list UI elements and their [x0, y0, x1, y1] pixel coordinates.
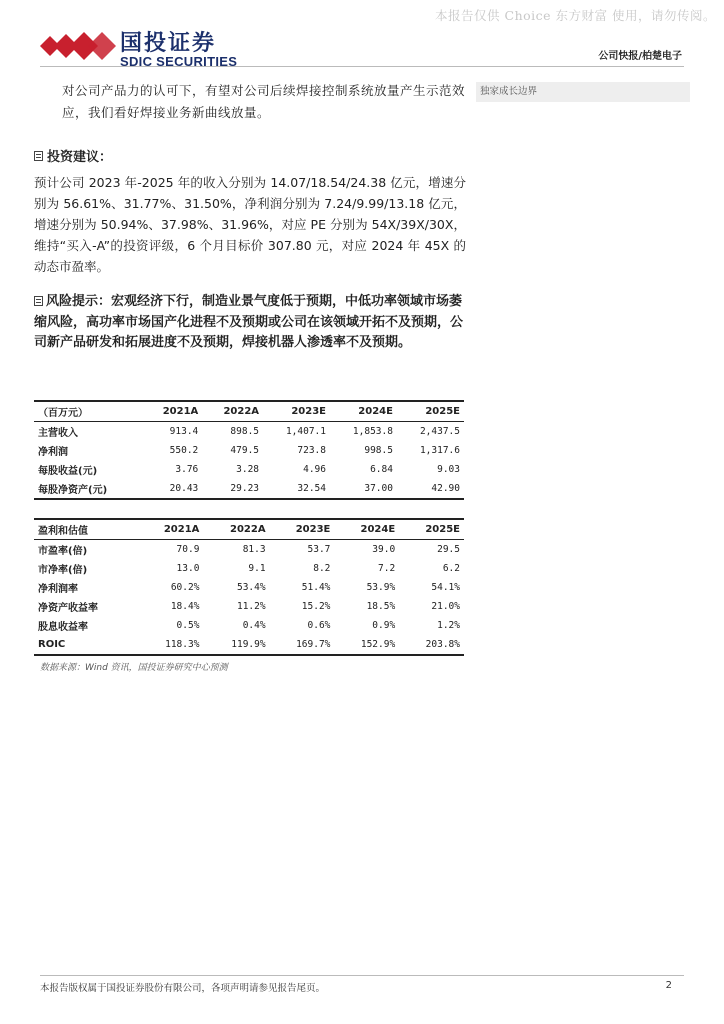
table-cell: 152.9%	[360, 639, 396, 650]
risk-text: 风险提示：宏观经济下行，制造业景气度低于预期，中低功率领域市场萎缩风险，高功率市场国产化进程不及预期或公司在该领域开拓不及预期，公司新产品研发和拓展进度不及预期，焊接机器人渗透率不及预期。	[34, 294, 464, 350]
table-cell: 81.3	[242, 544, 266, 555]
table-header-cell: 2022A	[230, 524, 266, 535]
investment-section-title	[34, 146, 112, 165]
table-cell: 9.03	[437, 464, 460, 475]
table-cell: 1,317.6	[419, 445, 460, 456]
table-cell: 119.9%	[231, 639, 266, 650]
table-header-cell: 2022A	[223, 406, 260, 417]
table-header-cell: 2025E	[425, 406, 460, 417]
table-cell: 32.54	[297, 483, 326, 494]
financial-summary-table	[34, 400, 464, 500]
row-label: 净利润	[38, 447, 68, 458]
table-cell: 37.00	[364, 483, 393, 494]
row-label: 净利润率	[38, 584, 78, 595]
table-cell: 169.7%	[296, 639, 331, 650]
table-cell: 39.0	[372, 544, 396, 555]
table-cell: 1,407.1	[285, 426, 326, 437]
footer-divider	[40, 975, 684, 976]
table-cell: 53.4%	[236, 582, 266, 593]
section-list-icon	[34, 296, 43, 306]
row-label: 每股净资产(元)	[38, 485, 108, 496]
table-cell: 723.8	[297, 445, 326, 456]
table-cell: 53.9%	[366, 582, 396, 593]
table-row	[34, 616, 464, 635]
table-cell: 15.2%	[301, 601, 331, 612]
logo-text-cn: 国投证券	[120, 31, 217, 56]
table-row	[34, 597, 464, 616]
report-type-header: 公司快报/柏楚电子	[598, 51, 682, 62]
table-cell: 54.1%	[431, 582, 460, 593]
table-row	[34, 460, 464, 479]
table-cell: 8.2	[313, 563, 331, 574]
header-divider	[40, 66, 684, 67]
table-header-cell: 2021A	[162, 406, 199, 417]
risk-section	[34, 292, 470, 354]
table-cell: 42.90	[431, 483, 460, 494]
table-cell: 51.4%	[301, 582, 331, 593]
table-cell: 3.28	[236, 464, 260, 475]
table-cell: 4.96	[303, 464, 326, 475]
table-cell: 118.3%	[165, 639, 200, 650]
table-cell: 11.2%	[236, 601, 266, 612]
table-cell: 9.1	[248, 563, 266, 574]
table-row	[34, 578, 464, 597]
row-label: 净资产收益率	[38, 603, 98, 614]
row-label: 市净率(倍)	[38, 565, 88, 576]
data-source-note: 数据来源：Wind 资讯，国投证券研究中心预测	[40, 663, 228, 673]
table-header-cell: 2023E	[291, 406, 326, 417]
table-cell: 29.23	[230, 483, 260, 494]
table-cell: 7.2	[378, 563, 396, 574]
investment-body: 预计公司 2023 年-2025 年的收入分别为 14.07/18.54/24.38 亿元，增速分别为 56.61%、31.77%、31.50%，净利润分别为 7.24/9.99/13.18 亿元，增速分别为 50.94%、37.98%、31.96%，对应 PE 分别为 54X/39X/30X，维持“买入-A”的投资评级，6 个月目标价 307.80 元，对应 2024 年 45X 的动态市盈率。	[34, 175, 466, 274]
table-cell: 0.4%	[242, 620, 266, 631]
footer-disclaimer: 本报告版权属于国投证券股份有限公司，各项声明请参见报告尾页。	[40, 983, 326, 994]
table-cell: 0.6%	[307, 620, 331, 631]
table-cell: 1.2%	[437, 620, 460, 631]
table-cell: 20.43	[169, 483, 199, 494]
table-cell: 29.5	[437, 544, 460, 555]
table-header-cell: 盈利和估值	[38, 526, 88, 537]
table-row	[34, 559, 464, 578]
company-logo	[40, 26, 250, 70]
table-row	[34, 635, 464, 655]
table-cell: 18.5%	[366, 601, 396, 612]
table-row	[34, 441, 464, 460]
table-cell: 18.4%	[170, 601, 200, 612]
row-label: 市盈率(倍)	[38, 546, 88, 557]
table-header-cell: 2024E	[358, 406, 393, 417]
table-cell: 1,853.8	[352, 426, 393, 437]
table-cell: 550.2	[169, 445, 199, 456]
table-cell: 913.4	[169, 426, 199, 437]
intro-paragraph: 对公司产品力的认可下，有望对公司后续焊接控制系统放量产生示范效应，我们看好焊接业务新曲线放量。	[62, 83, 466, 120]
table-cell: 3.76	[175, 464, 199, 475]
watermark: 本报告仅供 Choice 东方财富 使用，请勿传阅。	[435, 8, 716, 23]
table-header-row	[34, 401, 464, 422]
table-header-cell: 2025E	[425, 524, 460, 535]
table-row	[34, 422, 464, 442]
row-label: 股息收益率	[38, 622, 88, 633]
logo-text-en: SDIC SECURITIES	[120, 54, 238, 69]
sidebar-note: 独家成长边界	[476, 82, 690, 102]
row-label: ROIC	[38, 639, 66, 650]
row-label: 每股收益(元)	[38, 466, 98, 477]
table-cell: 60.2%	[170, 582, 200, 593]
table-row	[34, 479, 464, 499]
table-cell: 13.0	[176, 563, 200, 574]
table-cell: 21.0%	[431, 601, 460, 612]
table-cell: 6.84	[370, 464, 393, 475]
table-header-cell: 2024E	[360, 524, 396, 535]
table-cell: 70.9	[176, 544, 200, 555]
table-header-cell: 2021A	[163, 524, 200, 535]
table-cell: 53.7	[307, 544, 331, 555]
table-cell: 898.5	[230, 426, 260, 437]
row-label: 主营收入	[38, 428, 78, 439]
table-header-cell: （百万元）	[38, 408, 88, 419]
table-row	[34, 540, 464, 560]
table-cell: 0.5%	[176, 620, 200, 631]
table-header-cell: 2023E	[295, 524, 331, 535]
logo-mark-icon	[40, 28, 116, 64]
section-list-icon	[34, 151, 43, 161]
table-header-row	[34, 519, 464, 540]
table-cell: 6.2	[442, 563, 460, 574]
table-cell: 203.8%	[425, 639, 460, 650]
table-cell: 998.5	[364, 445, 393, 456]
valuation-table	[34, 518, 464, 656]
page-number: 2	[665, 980, 672, 991]
investment-title-text: 投资建议：	[47, 150, 113, 165]
table-cell: 0.9%	[372, 620, 396, 631]
table-cell: 479.5	[230, 445, 260, 456]
table-cell: 2,437.5	[419, 426, 460, 437]
